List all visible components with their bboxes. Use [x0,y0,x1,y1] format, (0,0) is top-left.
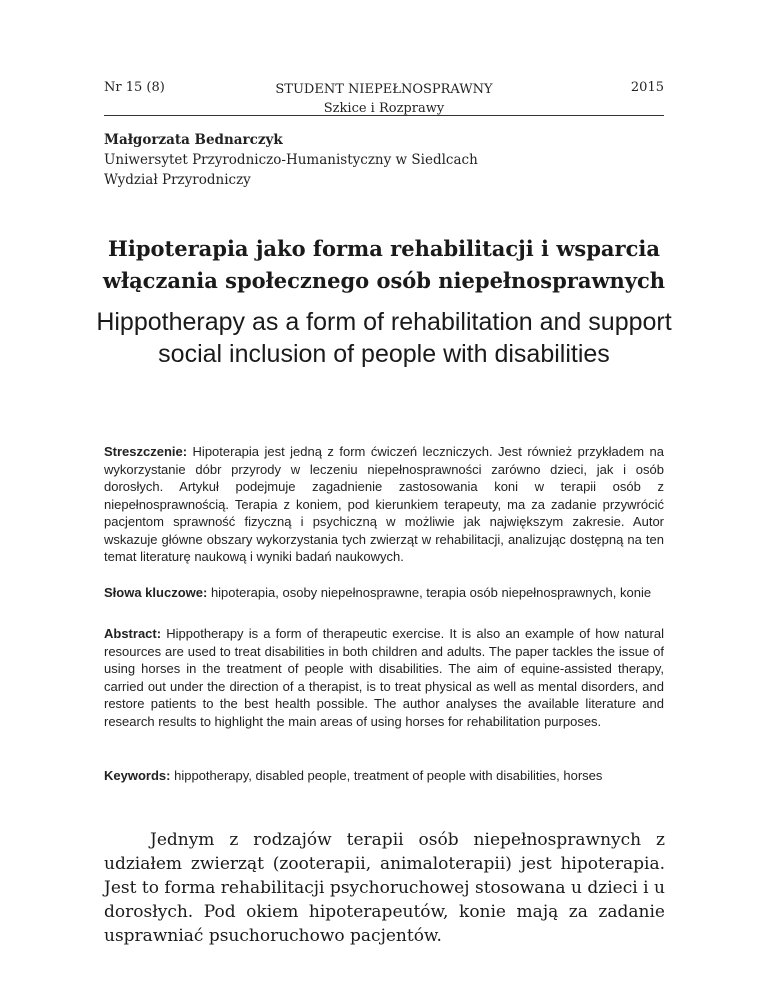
title-polish [60,233,708,297]
journal-section: Szkice i Rozprawy [323,101,445,116]
keywords-polish-label: Słowa kluczowe: [104,585,208,600]
body-paragraph: Jednym z rodzajów terapii osób niepełnosprawnych z udziałem zwierząt (zooterapii, animaloterapii) jest hipoterapia. Jest to forma rehabilitacji psychoruchowej stosowana u dzieci i u dorosłych. Pod okiem hipoterapeutów, konie mają za zadanie usprawniać psuchoruchowo pacjentów. [104,830,665,946]
author-university: Uniwersytet Przyrodniczo-Humanistyczny w Siedlcach [104,152,478,168]
keywords-english [104,767,664,785]
publication-year: 2015 [630,80,664,95]
abstract-english-text: Hippotherapy is a form of therapeutic exercise. It is also an example of how natural resources are used to treat disabilities in both children and adults. The paper tackles the issue of using horses in the treatment of people with disabilities. The aim of equine-assisted therapy, carried out under the direction of a therapist, is to treat physical as well as mental disorders, and restore patients to the best health possible. The author analyses the available literature and research results to highlight the main areas of using horses for rehabilitation purposes. [104,626,664,729]
keywords-polish-text: hipoterapia, osoby niepełnosprawne, terapia osób niepełnosprawnych, konie [210,585,652,600]
title-english-line-1: Hippotherapy as a form of rehabilitation and support [96,308,672,336]
abstract-polish-label: Streszczenie: [104,444,188,459]
abstract-english-label: Abstract: [104,626,162,641]
title-polish-line-1: Hipoterapia jako forma rehabilitacji i wsparcia [108,236,660,261]
author-faculty: Wydział Przyrodniczy [104,172,251,188]
keywords-english-text: hippotherapy, disabled people, treatment of people with disabilities, horses [174,768,603,783]
title-english [60,306,708,370]
title-english-line-2: social inclusion of people with disabilities [158,340,610,368]
abstract-english [104,625,664,730]
keywords-polish [104,584,664,602]
journal-name: STUDENT NIEPEŁNOSPRAWNY [275,82,493,97]
title-polish-line-2: włączania społecznego osób niepełnosprawnych [102,268,666,293]
issue-number: Nr 15 (8) [104,80,165,95]
author-block [104,130,478,190]
abstract-polish [104,443,664,566]
abstract-polish-text: Hipoterapia jest jedną z form ćwiczeń leczniczych. Jest również przykładem na wykorzystanie dóbr przyrody w leczeniu niepełnosprawności zarówno dzieci, jak i osób dorosłych. Artykuł podejmuje zagadnienie zastosowania koni w terapii osób z niepełnosprawnością. Terapia z koniem, pod kierunkiem terapeuty, ma za zadanie przywrócić pacjentom sprawność fizyczną i psychiczną w możliwie jak największym zakresie. Autor wskazuje główne obszary wykorzystania tych zwierząt w rehabilitacji, analizując dostępną na ten temat literaturę naukową i wyniki badań naukowych. [104,444,664,564]
keywords-english-label: Keywords: [104,768,171,783]
author-name: Małgorzata Bednarczyk [104,132,283,148]
header-divider [104,115,664,116]
